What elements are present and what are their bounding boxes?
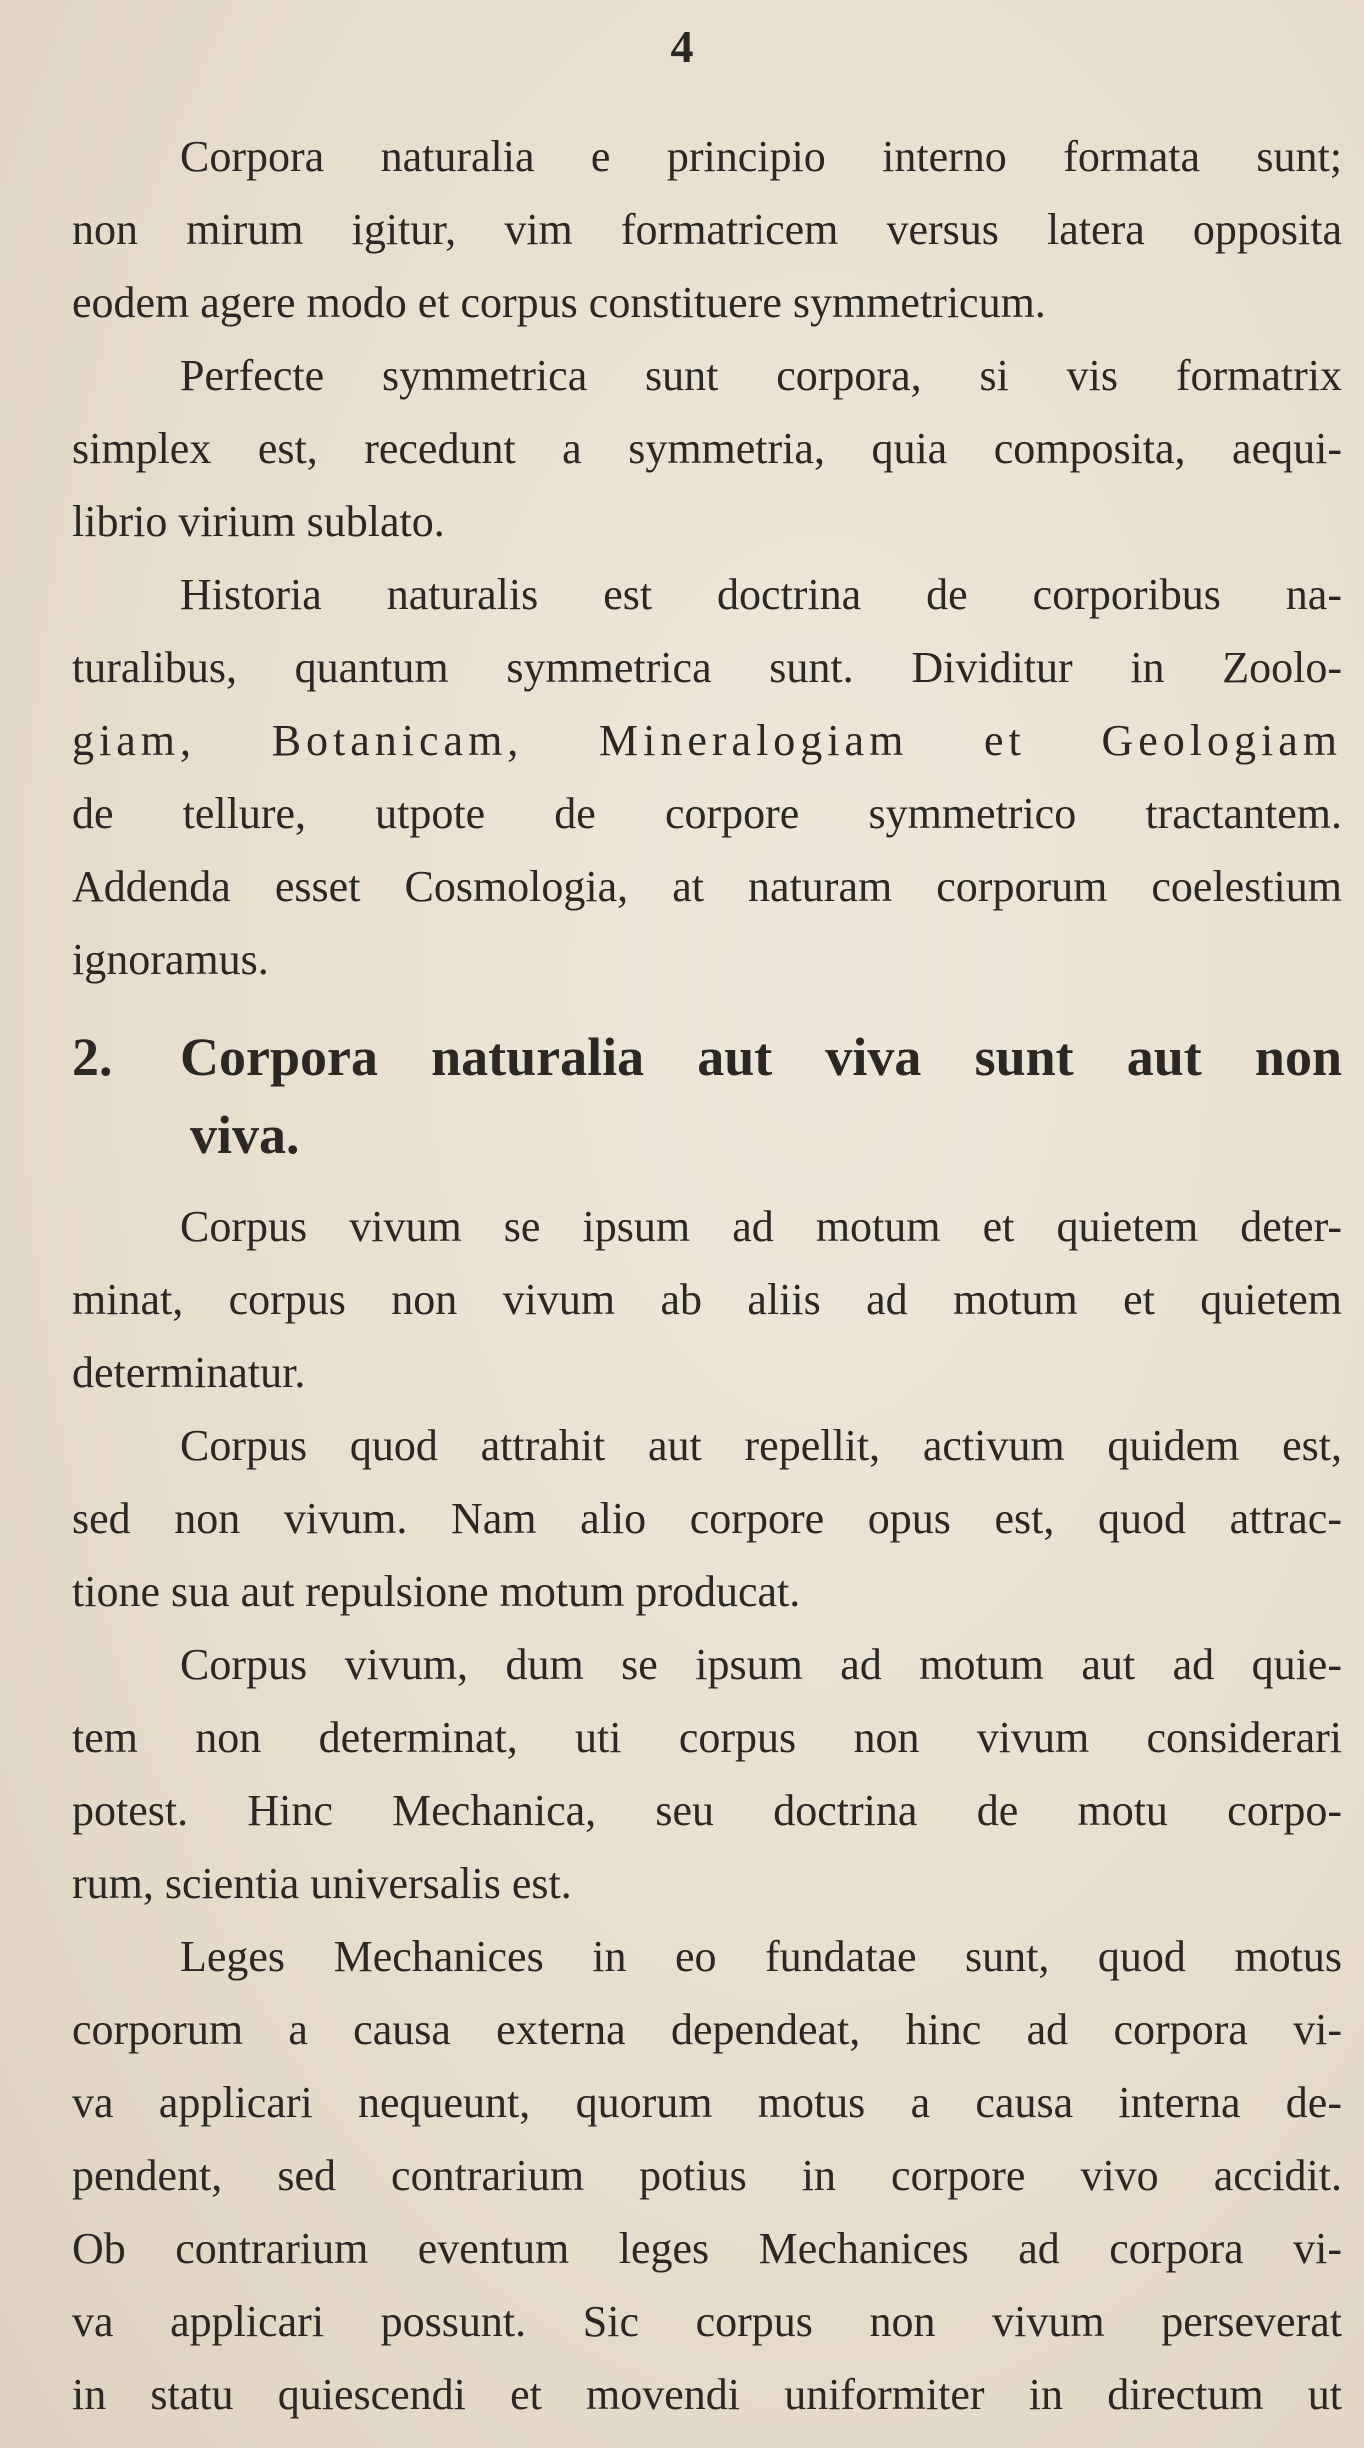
paragraph xyxy=(72,1190,1342,1409)
text-line: giam, Botanicam, Mineralogiam et Geologiam xyxy=(72,716,1342,765)
text-line: potest. Hinc Mechanica, seu doctrina de motu corpo- xyxy=(72,1786,1342,1835)
text-line: Leges Mechanices in eo fundatae sunt, quod motus xyxy=(180,1932,1342,1981)
heading-line: viva. xyxy=(190,1105,300,1165)
text-line: in statu quiescendi et movendi uniformiter in directum ut xyxy=(72,2370,1342,2419)
text-line: tem non determinat, uti corpus non vivum considerari xyxy=(72,1713,1342,1762)
heading-line: Corpora naturalia aut viva sunt aut non xyxy=(180,1027,1342,1087)
text-line: sed non vivum. Nam alio corpore opus est, quod attrac- xyxy=(72,1494,1342,1543)
text-line: turalibus, quantum symmetrica sunt. Dividitur in Zoolo- xyxy=(72,643,1342,692)
text-line: Corpus vivum, dum se ipsum ad motum aut ad quie- xyxy=(180,1640,1342,1689)
text-line: minat, corpus non vivum ab aliis ad motum et quietem xyxy=(72,1275,1342,1324)
text-line: Ob contrarium eventum leges Mechanices ad corpora vi- xyxy=(72,2224,1342,2273)
text-line: rum, scientia universalis est. xyxy=(72,1859,572,1908)
text-line: tione sua aut repulsione motum producat. xyxy=(72,1567,801,1616)
text-line: va applicari possunt. Sic corpus non vivum perseverat xyxy=(72,2297,1342,2346)
section-number: 2. xyxy=(72,1027,113,1087)
paragraph xyxy=(72,1409,1342,1628)
text-line: simplex est, recedunt a symmetria, quia composita, aequi- xyxy=(72,424,1342,473)
text-line: eodem agere modo et corpus constituere symmetricum. xyxy=(72,278,1046,327)
text-line: non mirum igitur, vim formatricem versus latera opposita xyxy=(72,205,1342,254)
text-line: Addenda esset Cosmologia, at naturam corporum coelestium xyxy=(72,862,1342,911)
text-line: ignoramus. xyxy=(72,935,269,984)
text-line: Corpus vivum se ipsum ad motum et quietem deter- xyxy=(180,1202,1342,1251)
paragraph xyxy=(72,339,1342,558)
section-heading xyxy=(72,1018,1342,1174)
paragraph xyxy=(72,1920,1342,2431)
page-body xyxy=(72,120,1342,2431)
text-line: corporum a causa externa dependeat, hinc ad corpora vi- xyxy=(72,2005,1342,2054)
page-number: 4 xyxy=(670,21,694,72)
text-line: librio virium sublato. xyxy=(72,497,445,546)
text-line: Corpus quod attrahit aut repellit, activum quidem est, xyxy=(180,1421,1342,1470)
text-line: Perfecte symmetrica sunt corpora, si vis formatrix xyxy=(180,351,1342,400)
paragraph xyxy=(72,120,1342,339)
text-line: determinatur. xyxy=(72,1348,306,1397)
text-line: va applicari nequeunt, quorum motus a causa interna de- xyxy=(72,2078,1342,2127)
paragraph xyxy=(72,1628,1342,1920)
text-line: Corpora naturalia e principio interno formata sunt; xyxy=(180,132,1342,181)
paragraph xyxy=(72,558,1342,996)
text-line: de tellure, utpote de corpore symmetrico tractantem. xyxy=(72,789,1342,838)
text-line: Historia naturalis est doctrina de corporibus na- xyxy=(180,570,1342,619)
text-line: pendent, sed contrarium potius in corpore vivo accidit. xyxy=(72,2151,1342,2200)
